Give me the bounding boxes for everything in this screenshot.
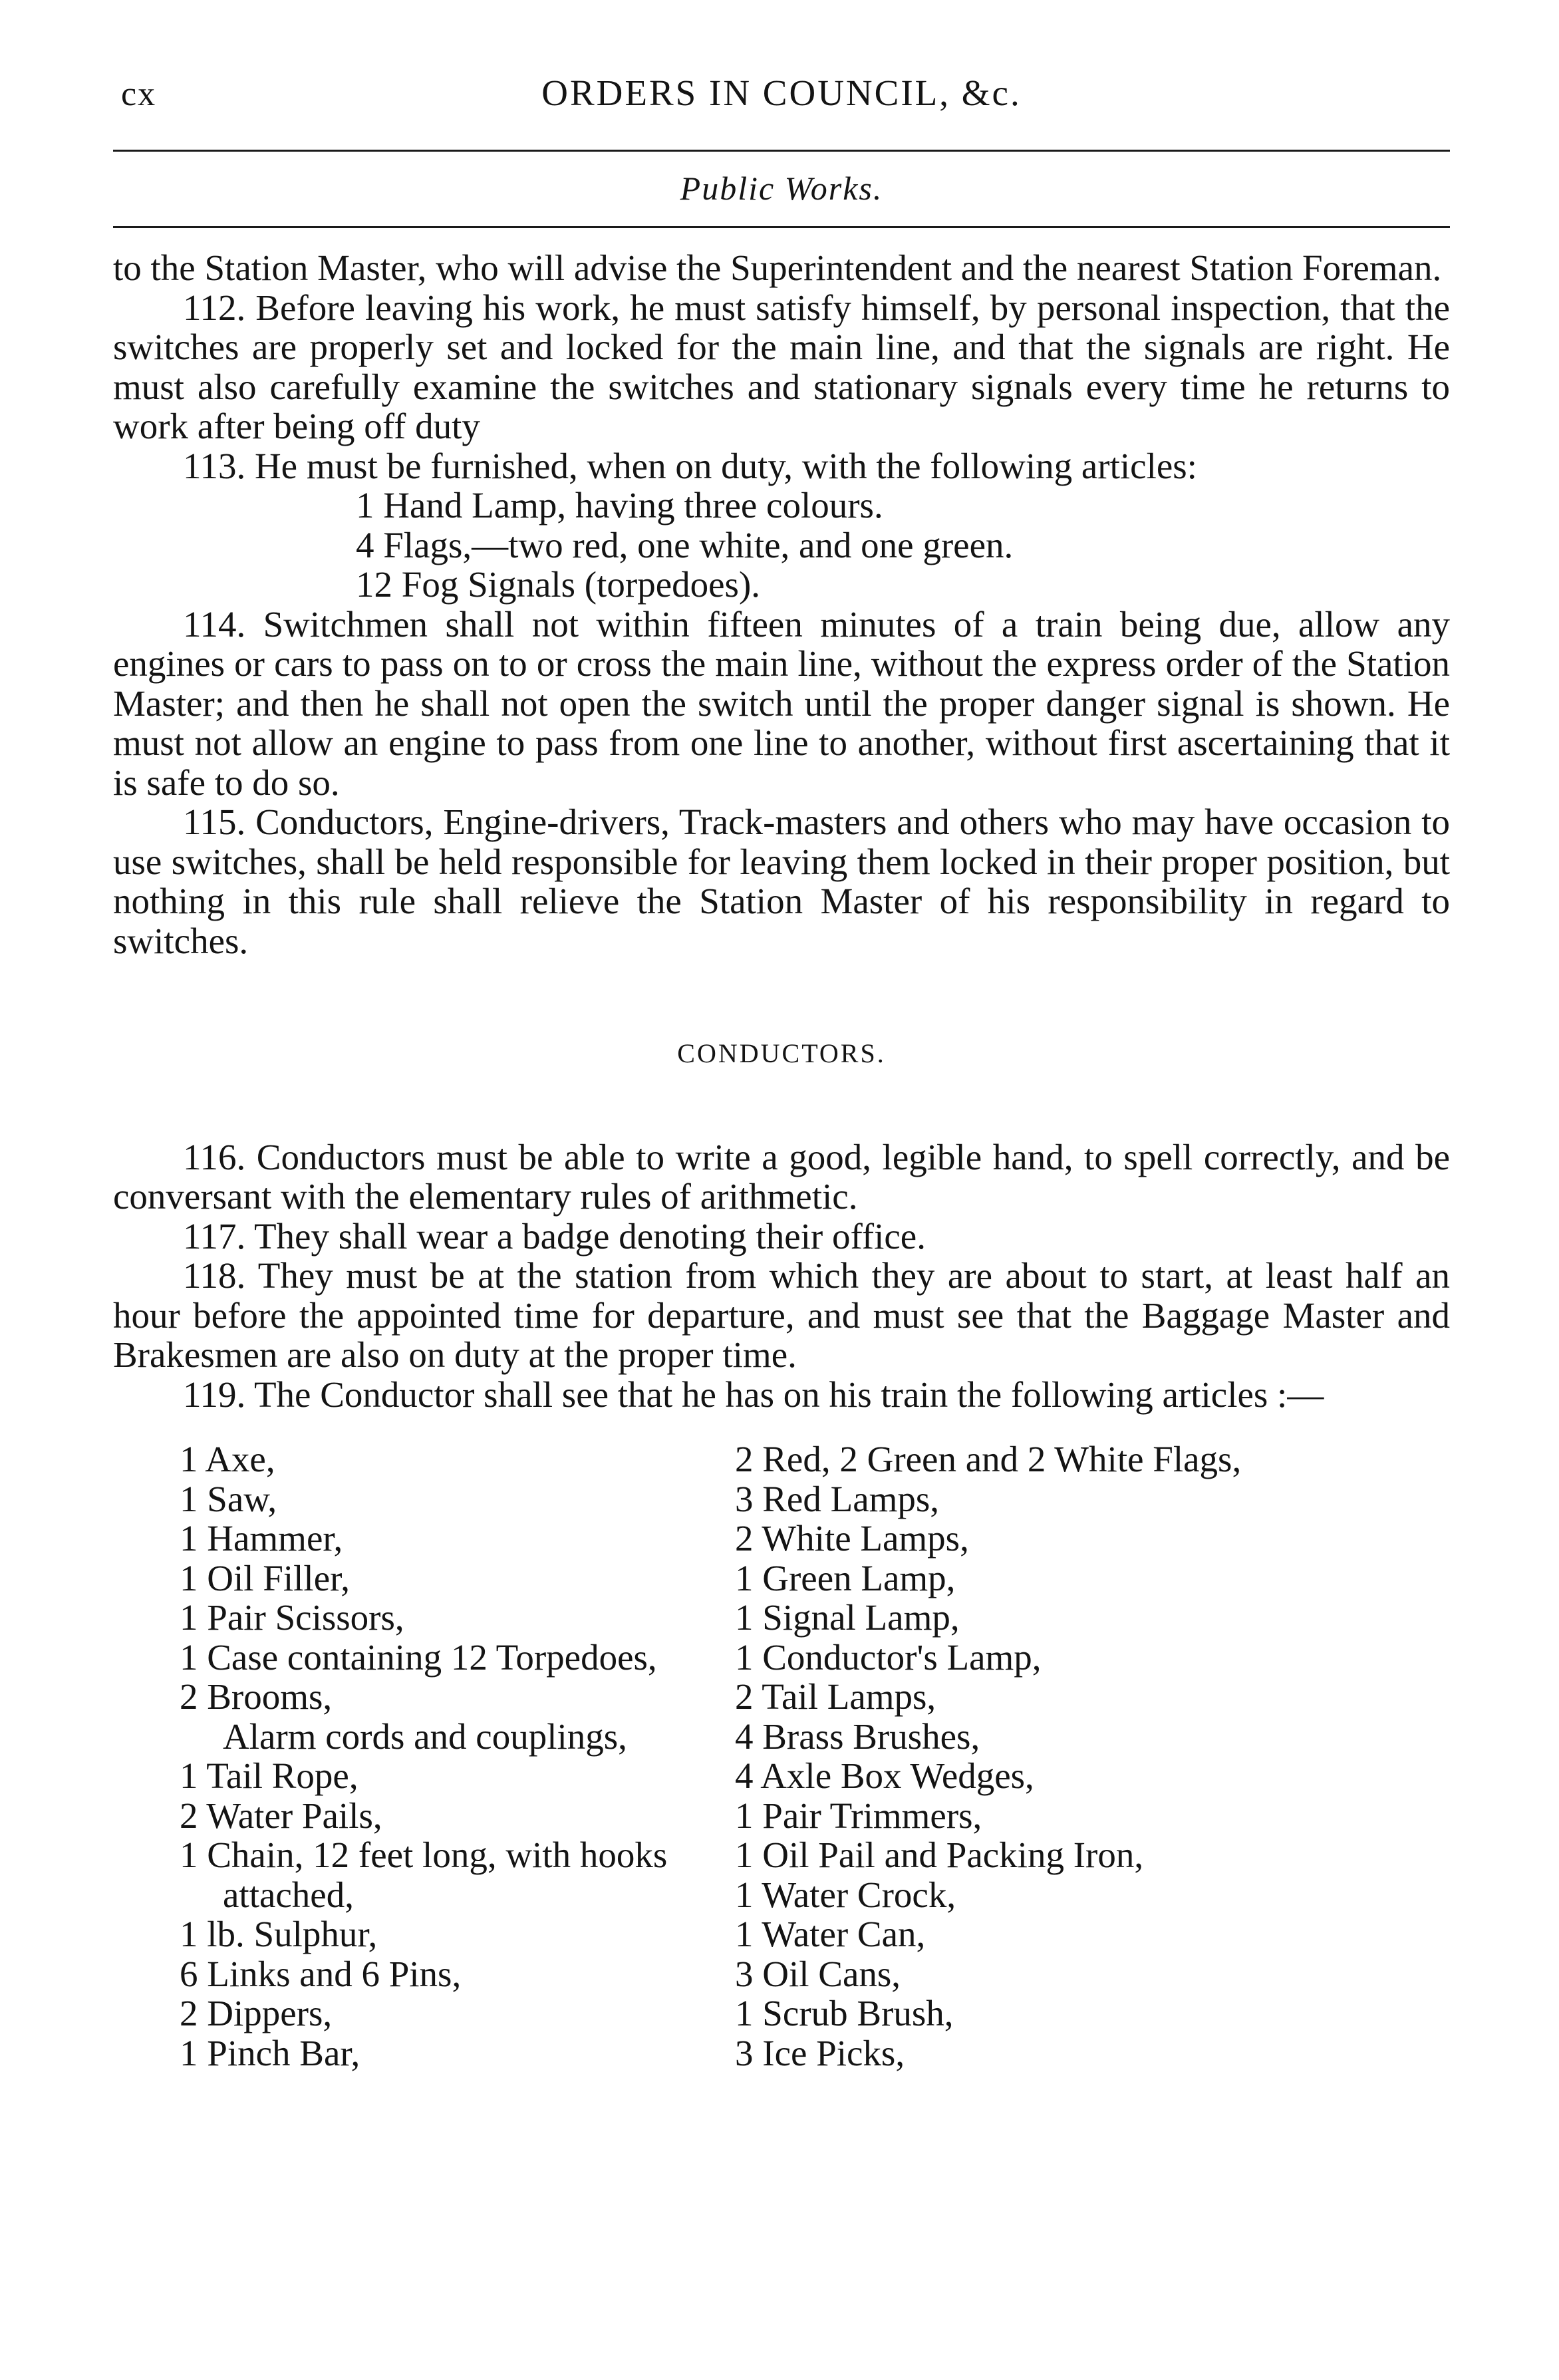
list-item: 1 Pair Trimmers, [735, 1795, 982, 1836]
list-item: 1 Pair Scissors, [180, 1597, 404, 1638]
paragraph-113: 113. He must be furnished, when on duty, with the following articles: [183, 445, 1197, 486]
conductors-heading: CONDUCTORS. [677, 1038, 886, 1068]
list-item: 1 Oil Pail and Packing Iron, [735, 1835, 1144, 1875]
switchman-article: 12 Fog Signals (torpedoes). [356, 564, 761, 605]
paragraph-119: 119. The Conductor shall see that he has on his train the following articles :— [183, 1374, 1324, 1415]
list-item: attached, [223, 1874, 354, 1915]
list-item: 1 Hammer, [180, 1518, 343, 1559]
paragraph-115: 115. Conductors, Engine-drivers, Track-masters and others who may have occasion to use switches, shall be held responsible for leaving them locked in their proper position, but nothing in this rule shall relieve the Station Master of his responsibility in regard to switches. [113, 802, 1450, 961]
section-title: Public Works. [680, 170, 883, 207]
list-item: 1 Chain, 12 feet long, with hooks [180, 1835, 668, 1875]
list-item: 3 Oil Cans, [735, 1953, 901, 1994]
header-rule-bottom [113, 226, 1450, 228]
list-item: 1 Conductor's Lamp, [735, 1636, 1042, 1678]
paragraph-continued: to the Station Master, who will advise the Superintendent and the nearest Station Foreman. [113, 247, 1442, 288]
list-item: 4 Brass Brushes, [735, 1715, 980, 1757]
list-item: 6 Links and 6 Pins, [180, 1953, 462, 1994]
list-item: 3 Ice Picks, [735, 2032, 905, 2073]
running-title: ORDERS IN COUNCIL, &c. [541, 73, 1022, 113]
list-item: 1 Water Crock, [735, 1874, 956, 1915]
paragraph-117: 117. They shall wear a badge denoting their office. [183, 1215, 926, 1257]
list-item: 3 Red Lamps, [735, 1478, 940, 1519]
list-item: 1 Tail Rope, [180, 1755, 358, 1796]
paragraph-112: 112. Before leaving his work, he must satisfy himself, by personal inspection, that the switches are properly set and locked for the main line, and that the signals are right. He must also carefully examine the switches and stationary signals every time he returns to work after being off duty [113, 287, 1450, 446]
list-item: 1 Oil Filler, [180, 1557, 350, 1598]
list-item: 2 Water Pails, [180, 1795, 382, 1836]
list-item: 2 Red, 2 Green and 2 White Flags, [735, 1439, 1242, 1479]
list-item: 1 lb. Sulphur, [180, 1914, 378, 1954]
list-item: Alarm cords and couplings, [223, 1715, 627, 1757]
running-head [113, 0, 1450, 113]
list-item: 1 Pinch Bar, [180, 2032, 360, 2073]
switchman-article: 1 Hand Lamp, having three colours. [356, 485, 883, 525]
body-text [113, 248, 1450, 1414]
articles-list [113, 1439, 1450, 2073]
list-item: 1 Water Can, [735, 1914, 926, 1954]
list-item: 1 Green Lamp, [735, 1557, 956, 1598]
articles-list-right [735, 1439, 1450, 2073]
list-item: 2 Dippers, [180, 1993, 333, 2033]
articles-list-left [113, 1439, 735, 2073]
list-item: 1 Scrub Brush, [735, 1993, 954, 2033]
list-item: 2 Brooms, [180, 1676, 333, 1717]
switchman-article: 4 Flags,—two red, one white, and one green. [356, 524, 1014, 565]
list-item: 1 Case containing 12 Torpedoes, [180, 1636, 657, 1678]
paragraph-114: 114. Switchmen shall not within fifteen minutes of a train being due, allow any engines or cars to pass on to or cross the main line, without the express order of the Station Master; and then he shall not open the switch until the proper danger signal is shown. He must not allow an engine to pass from one line to another, without first ascertaining that it is safe to do so. [113, 603, 1450, 803]
paragraph-116: 116. Conductors must be able to write a good, legible hand, to spell correctly, and be conversant with the elementary rules of arithmetic. [113, 1136, 1450, 1217]
paragraph-118: 118. They must be at the station from which they are about to start, at least half an hour before the appointed time for departure, and must see that the Baggage Master and Brakesmen are also on duty at the proper time. [113, 1255, 1450, 1375]
list-item: 2 White Lamps, [735, 1518, 969, 1559]
list-item: 2 Tail Lamps, [735, 1676, 936, 1717]
list-item: 4 Axle Box Wedges, [735, 1755, 1034, 1796]
page-number: cx [121, 75, 157, 113]
list-item: 1 Axe, [180, 1439, 275, 1479]
list-item: 1 Saw, [180, 1478, 277, 1519]
document-page [113, 0, 1450, 2073]
list-item: 1 Signal Lamp, [735, 1597, 960, 1638]
